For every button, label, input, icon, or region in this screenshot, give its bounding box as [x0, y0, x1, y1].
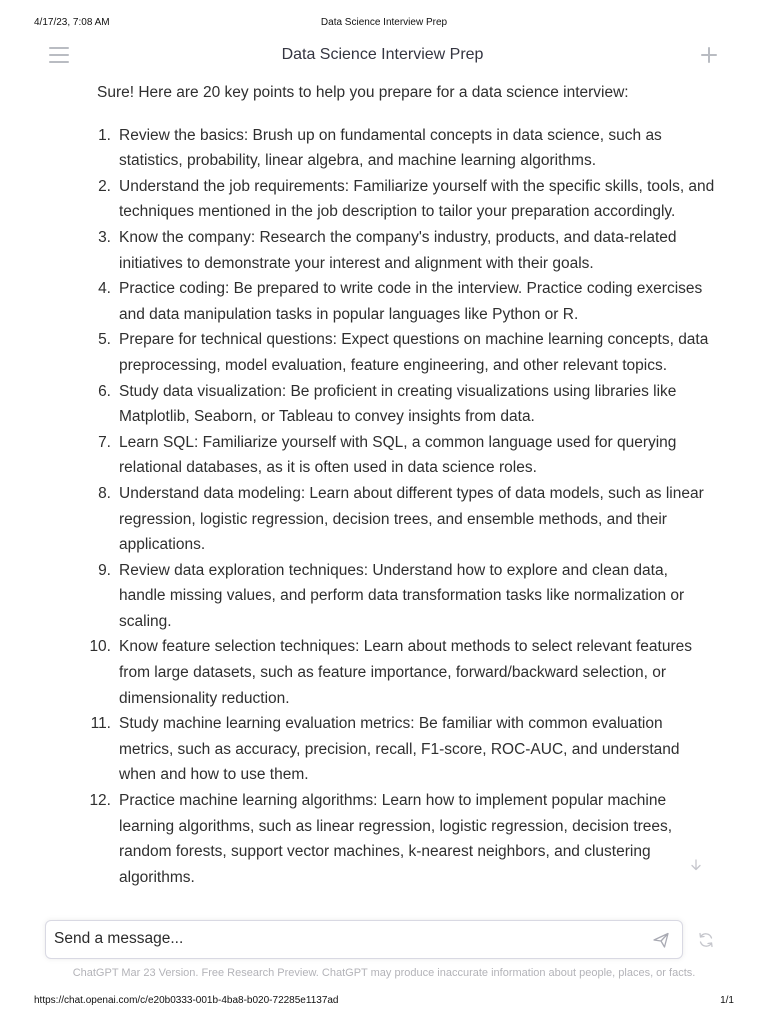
regenerate-icon[interactable] [697, 931, 715, 949]
list-item-text: Study machine learning evaluation metrics: Be familiar with common evaluation metrics, such as accuracy, precision, recall, F1-score, ROC-AUC, and understand when and how to use them. [119, 715, 680, 784]
list-item [97, 481, 717, 558]
list-item-text: Study data visualization: Be proficient in creating visualizations using libraries like Matplotlib, Seaborn, or Tableau to convey insights from data. [119, 382, 677, 426]
list-item-number: 9. [98, 561, 111, 579]
print-date: 4/17/23, 7:08 AM [34, 17, 110, 28]
message-composer [45, 920, 683, 959]
list-item-number: 11. [90, 715, 111, 733]
list-item-text: Learn SQL: Familiarize yourself with SQL, a common language used for querying relational databases, as it is often used in data science roles. [119, 433, 677, 477]
list-item-number: 12. [89, 792, 111, 810]
print-title: Data Science Interview Prep [320, 17, 448, 28]
list-item-number: 5. [98, 331, 111, 349]
message-input[interactable] [54, 927, 634, 951]
list-item-text: Review the basics: Brush up on fundamental concepts in data science, such as statistics, probability, linear algebra, and machine learning algorithms. [119, 126, 662, 170]
list-item-text: Review data exploration techniques: Understand how to explore and clean data, handle missing values, and perform data transformation tasks like normalization or scaling. [119, 561, 685, 630]
send-icon[interactable] [652, 931, 670, 949]
print-header [0, 17, 768, 31]
disclaimer-text: ChatGPT Mar 23 Version. Free Research Preview. ChatGPT may produce inaccurate information about people, places, or facts. [72, 967, 696, 979]
assistant-message [89, 80, 717, 890]
list-item-text: Know feature selection techniques: Learn about methods to select relevant features from large datasets, such as feature importance, forward/backward selection, or dimensionality reduction. [119, 638, 692, 707]
plus-icon[interactable] [700, 46, 718, 64]
list-item [90, 711, 717, 788]
key-points-list [89, 123, 717, 891]
list-item-number: 7. [98, 433, 111, 451]
list-item-number: 4. [98, 280, 111, 298]
list-item [97, 123, 717, 174]
message-intro: Sure! Here are 20 key points to help you prepare for a data science interview: [97, 84, 629, 101]
list-item [97, 558, 717, 635]
list-item-number: 3. [98, 228, 111, 246]
list-item-number: 1. [98, 126, 111, 144]
list-item-text: Practice machine learning algorithms: Learn how to implement popular machine learning algorithms, such as linear regression, logistic regression, decision trees, random forests, support vector machines, k-nearest neighbors, and clustering algorithms. [119, 792, 673, 886]
print-page-number: 1/1 [720, 995, 734, 1006]
list-item [89, 788, 717, 890]
list-item [97, 327, 717, 378]
list-item-text: Prepare for technical questions: Expect questions on machine learning concepts, data preprocessing, model evaluation, feature engineering, and other relevant topics. [119, 331, 709, 374]
app-header [0, 40, 768, 74]
list-item [97, 225, 717, 276]
list-item-text: Understand the job requirements: Familiarize yourself with the specific skills, tools, and techniques mentioned in the job description to tailor your preparation accordingly. [119, 177, 715, 221]
list-item-text: Practice coding: Be prepared to write code in the interview. Practice coding exercises and data manipulation tasks in popular languages like Python or R. [119, 280, 703, 323]
list-item [97, 430, 717, 481]
list-item-number: 2. [98, 177, 111, 195]
print-url: https://chat.openai.com/c/e20b0333-001b-4ba8-b020-72285e1137ad [34, 995, 339, 1006]
list-item [89, 634, 717, 711]
list-item-number: 8. [98, 484, 111, 502]
list-item-text: Understand data modeling: Learn about different types of data models, such as linear regression, logistic regression, decision trees, and ensemble methods, and their applications. [119, 484, 704, 554]
list-item [97, 174, 717, 225]
scroll-down-icon[interactable] [688, 857, 704, 873]
list-item [97, 276, 717, 327]
list-item-text: Know the company: Research the company's industry, products, and data-related initiatives to demonstrate your interest and alignment with their goals. [119, 228, 677, 272]
conversation-title: Data Science Interview Prep [281, 46, 484, 63]
list-item-number: 6. [98, 382, 111, 400]
list-item [97, 379, 717, 430]
list-item-number: 10. [89, 638, 111, 656]
